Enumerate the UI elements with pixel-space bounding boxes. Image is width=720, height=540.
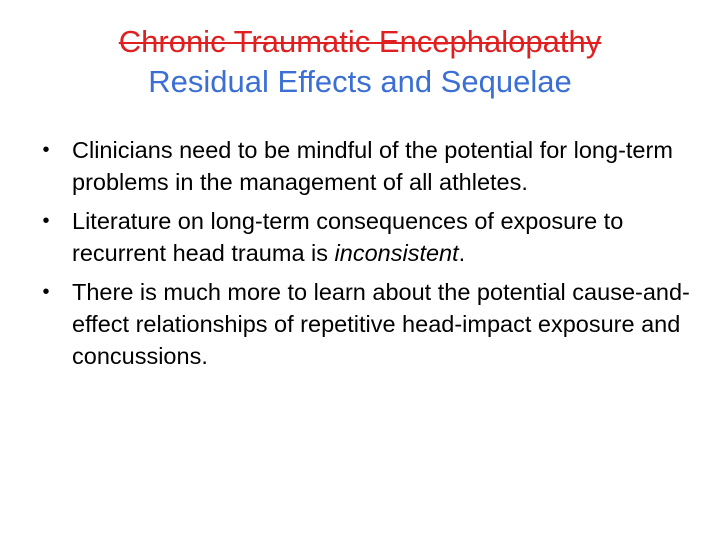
title-struck-text: Chronic Traumatic Encephalopathy [118,24,602,59]
bullet-item-literature [36,205,696,269]
bullet-text-end: . [458,240,466,266]
bullet-list [36,134,696,379]
bullet-icon: • [42,210,50,232]
slide-title [40,22,680,102]
bullet-text: Clinicians need to be mindful of the potential for long-term problems in the management of all athletes. [72,137,673,195]
bullet-text-main: Literature on long-term consequences of exposure to recurrent head trauma is [72,208,624,266]
bullet-text [72,208,623,266]
bullet-item-learn-more [36,276,696,372]
title-subtitle: Residual Effects and Sequelae [148,64,572,99]
bullet-icon: • [42,281,50,303]
bullet-text-emphasis: inconsistent [334,240,459,266]
bullet-text: There is much more to learn about the potential cause-and-effect relationships of repetitive head-impact exposure and concussions. [72,279,690,369]
bullet-item-clinicians [36,134,696,198]
bullet-icon: • [42,139,50,161]
